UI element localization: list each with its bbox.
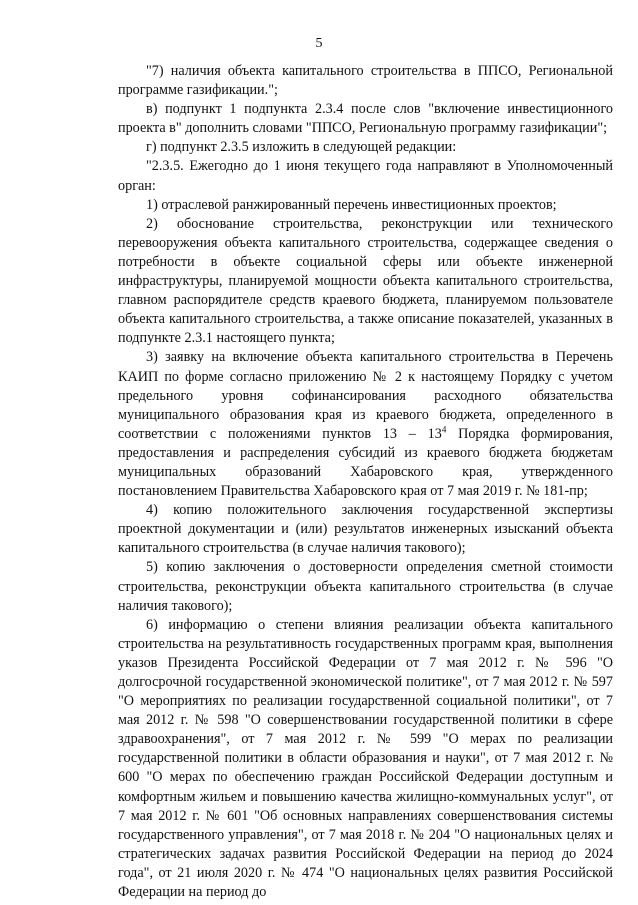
paragraph-amendment-g: г) подпункт 2.3.5 изложить в следующей редакции: — [146, 139, 457, 156]
list-item-2: 2) обоснование строительства, реконструкции или технического перевооружения объекта капитального строительства, содержащее сведения о потребности в объекте социальной сферы или объекте инженерной инфраструктуры, планируемой мощности объекта капитального строительства, главном распорядителе средств краевого бюджета, планируемом пользователе объекта капитального строительства, а также описание показателей, указанных в подпункте 2.3.1 настоящего пункта; — [118, 215, 613, 347]
list-item-3 — [118, 348, 613, 501]
list-item-1: 1) отраслевой ранжированный перечень инвестиционных проектов; — [146, 196, 557, 213]
document-body — [118, 62, 613, 902]
list-item-4: 4) копию положительного заключения государственной экспертизы проектной документации и (или) результатов инженерных изысканий объекта капитального строительства (в случае наличия такового); — [118, 502, 613, 557]
superscript-4: 4 — [441, 424, 447, 435]
list-item-6: 6) информацию о степени влияния реализации объекта капитального строительства на результативность государственных программ края, выполнения указов Президента Российской Федерации от 7 мая 2012 г. № 596 "О долгосрочной государственной экономической политике", от 7 мая 2012 г. № 597 "О мероприятиях по реализации государственной социальной политики", от 7 мая 2012 г. № 598 "О совершенствовании государственной политики в сфере здравоохранения", от 7 мая 2012 г. № 599 "О мерах по реализации государственной политики в области образования и науки", от 7 мая 2012 г. № 600 "О мерах по обеспечению граждан Российской Федерации доступным и комфортным жильем и повышению качества жилищно-коммунальных услуг", от 7 мая 2012 г. № 601 "Об основных направлениях совершенствования системы государственного управления", от 7 мая 2018 г. № 204 "О национальных целях и стратегических задачах развития Российской Федерации на период до 2024 года", от 21 июля 2020 г. № 474 "О национальных целях развития Российской Федерации на период до — [118, 616, 613, 901]
list-item-3-text-b: Порядка формирования, предоставления и распределения субсидий из краевого бюджета бюджетам муниципальных образований Хабаровского края, утвержденного постановлением Правительства Хабаровского края от 7 мая 2019 г. № 181-пр; — [118, 425, 613, 500]
paragraph-amendment-v: в) подпункт 1 подпункта 2.3.4 после слов "включение инвестиционного проекта в" дополнить словами "ППСО, Региональную программу газификации"; — [118, 101, 613, 137]
list-item-3-text-a: 3) заявку на включение объекта капитального строительства в Перечень КАИП по форме согласно приложению № 2 к настоящему Порядку с учетом предельного уровня софинансирования расходного обязательства муниципального образования края из краевого бюджета, определенного в соответствии с положениями пунктов 13 – 13 — [118, 349, 613, 442]
page-number: 5 — [315, 36, 323, 51]
paragraph-subitem-7: "7) наличия объекта капитального строительства в ППСО, Региональной программе газификации."; — [118, 63, 613, 99]
paragraph-clause-2-3-5: "2.3.5. Ежегодно до 1 июня текущего года направляют в Уполномоченный орган: — [118, 158, 613, 194]
list-item-5: 5) копию заключения о достоверности определения сметной стоимости строительства, реконструкции объекта капитального строительства (в случае наличия такового); — [118, 559, 613, 614]
